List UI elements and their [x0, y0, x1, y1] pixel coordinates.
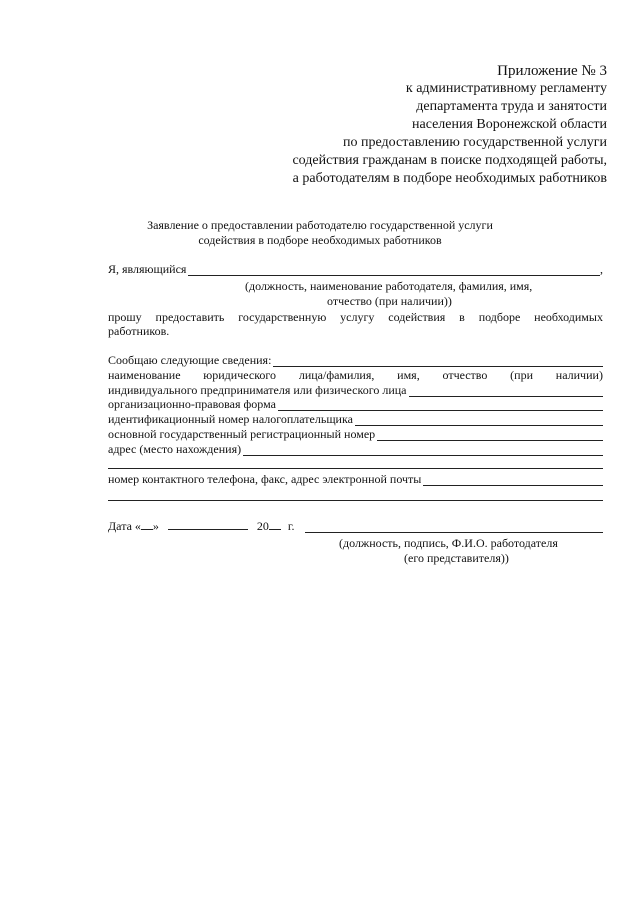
org-name-row: [108, 383, 603, 397]
request-word: прошу: [108, 310, 142, 324]
inn-label: идентификационный номер налогоплательщика: [108, 412, 353, 426]
address-continuation-line[interactable]: [108, 468, 603, 469]
request-line2: работников.: [108, 324, 170, 338]
date-row: [108, 518, 295, 533]
signature-caption: (его представителя)): [404, 551, 509, 565]
org-name-word: имя,: [397, 368, 420, 382]
annex-number: Приложение № 3: [497, 63, 607, 79]
info-header-row: [108, 353, 603, 367]
applicant-field[interactable]: [188, 264, 600, 276]
address-row: [108, 442, 603, 456]
org-name-word: (при: [510, 368, 534, 382]
document-title: [0, 218, 640, 248]
org-name-label: индивидуального предпринимателя или физического лица: [108, 383, 407, 397]
ogrn-field[interactable]: [377, 429, 603, 441]
year-field[interactable]: [269, 518, 281, 530]
contacts-row: [108, 472, 603, 486]
request-line: [108, 310, 603, 324]
org-name-word: наименование: [108, 368, 181, 382]
address-label: адрес (место нахождения): [108, 442, 242, 456]
ogrn-label: основной государственный регистрационный номер: [108, 427, 376, 441]
annex-line: а работодателям в подборе необходимых работников: [292, 171, 607, 186]
year-prefix: 20: [256, 519, 269, 533]
annex-line: к административному регламенту: [405, 81, 607, 96]
date-label: Дата «: [108, 519, 141, 533]
request-word: государственную: [238, 310, 327, 324]
year-suffix: г.: [287, 519, 295, 533]
applicant-caption: (должность, наименование работодателя, фамилия, имя,: [245, 279, 533, 293]
contacts-continuation-line[interactable]: [108, 500, 603, 501]
applicant-label: Я, являющийся: [108, 262, 187, 276]
signature-caption: (должность, подпись, Ф.И.О. работодателя: [339, 536, 558, 550]
annex-line: содействия гражданам в поиске подходящей работы,: [292, 153, 607, 168]
ogrn-row: [108, 427, 603, 441]
annex-line: по предоставлению государственной услуги: [343, 135, 607, 150]
org-name-field[interactable]: [409, 385, 603, 397]
org-name-word: юридического: [203, 368, 277, 382]
legal-form-label: организационно-правовая форма: [108, 397, 276, 411]
applicant-caption: отчество (при наличии)): [327, 294, 452, 308]
annex-line: населения Воронежской области: [412, 117, 607, 132]
request-word: в: [459, 310, 465, 324]
request-word: необходимых: [534, 310, 603, 324]
day-field[interactable]: [141, 518, 153, 530]
request-word: предоставить: [155, 310, 225, 324]
org-name-line: [108, 368, 603, 382]
contacts-field[interactable]: [423, 474, 603, 486]
applicant-comma: ,: [600, 262, 603, 276]
request-word: подборе: [478, 310, 521, 324]
inn-row: [108, 412, 603, 426]
info-header-field[interactable]: [273, 355, 603, 367]
title-line: содействия в подборе необходимых работников: [198, 233, 442, 247]
org-name-word: отчество: [442, 368, 488, 382]
month-field[interactable]: [168, 518, 248, 530]
request-word: услугу: [340, 310, 375, 324]
address-field[interactable]: [243, 444, 603, 456]
legal-form-row: [108, 397, 603, 411]
legal-form-field[interactable]: [278, 399, 603, 411]
annex-header: [292, 62, 607, 188]
applicant-row: [108, 262, 603, 276]
title-line: Заявление о предоставлении работодателю государственной услуги: [147, 218, 493, 232]
org-name-word: лица/фамилия,: [298, 368, 375, 382]
annex-line: департамента труда и занятости: [416, 99, 607, 114]
signature-field[interactable]: [305, 532, 603, 533]
contacts-label: номер контактного телефона, факс, адрес электронной почты: [108, 472, 422, 486]
date-close: »: [152, 519, 159, 533]
request-word: содействия: [388, 310, 446, 324]
info-header: Сообщаю следующие сведения:: [108, 353, 272, 367]
inn-field[interactable]: [355, 414, 603, 426]
org-name-word: наличии): [555, 368, 603, 382]
